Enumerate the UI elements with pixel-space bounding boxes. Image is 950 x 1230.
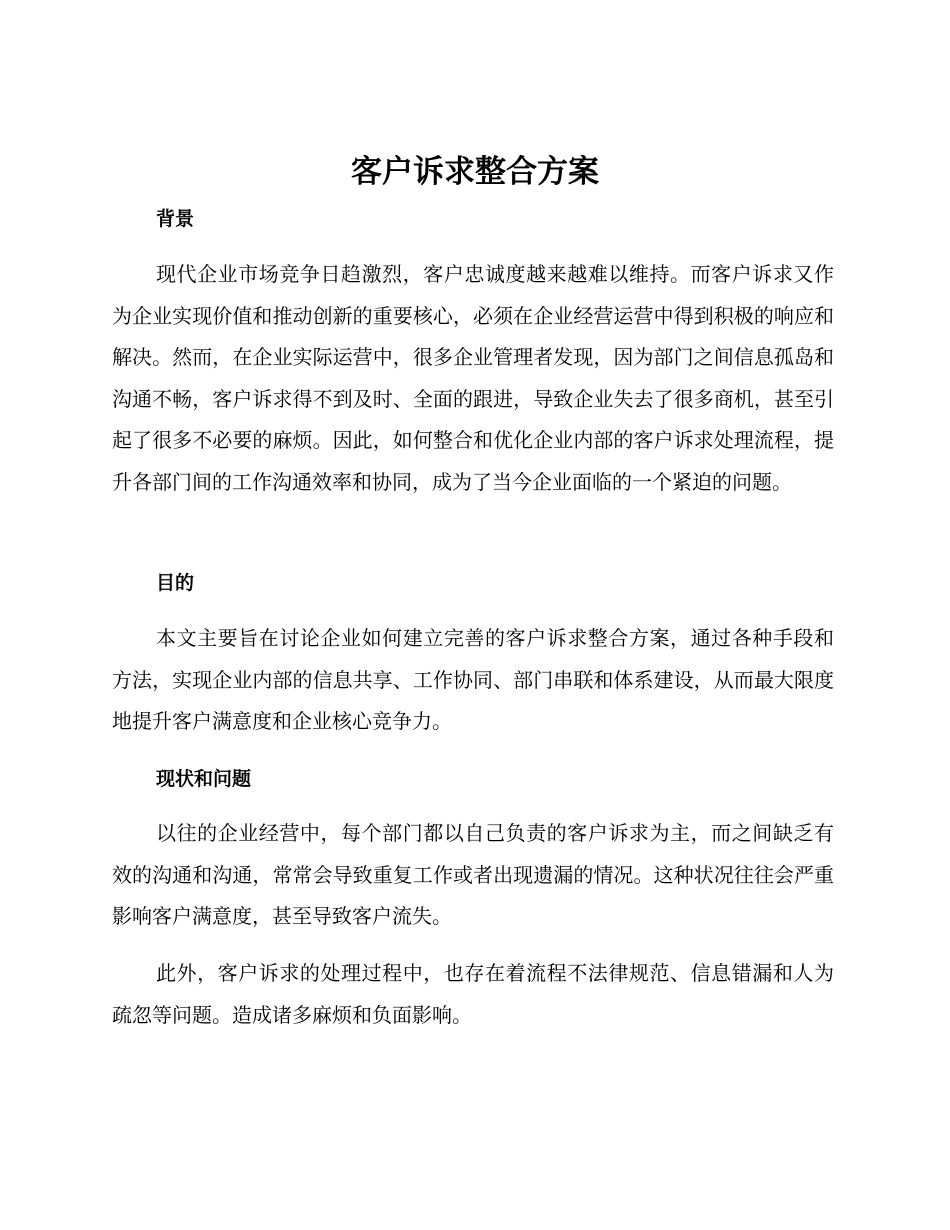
section-heading-purpose: 目的 <box>156 572 195 594</box>
paragraph-status-issues-2: 此外，客户诉求的处理过程中，也存在着流程不法律规范、信息错漏和人为疏忽等问题。造成诸多麻烦和负面影响。 <box>112 961 834 1027</box>
paragraph-status-issues-1: 以往的企业经营中，每个部门都以自己负责的客户诉求为主，而之间缺乏有效的沟通和沟通，常常会导致重复工作或者出现遗漏的情况。这种状况往往会严重影响客户满意度，甚至导致客户流失。 <box>112 821 834 929</box>
paragraph-purpose: 本文主要旨在讨论企业如何建立完善的客户诉求整合方案，通过各种手段和方法，实现企业内部的信息共享、工作协同、部门串联和体系建设，从而最大限度地提升客户满意度和企业核心竞争力。 <box>112 626 834 734</box>
section-heading-status-issues: 现状和问题 <box>156 768 252 790</box>
paragraph-background: 现代企业市场竞争日趋激烈，客户忠诚度越来越难以维持。而客户诉求又作为企业实现价值和推动创新的重要核心，必须在企业经营运营中得到积极的响应和解决。然而，在企业实际运营中，很多企业管理者发现，因为部门之间信息孤岛和沟通不畅，客户诉求得不到及时、全面的跟进，导致企业失去了很多商机，甚至引起了很多不必要的麻烦。因此，如何整合和优化企业内部的客户诉求处理流程，提升各部门间的工作沟通效率和协同，成为了当今企业面临的一个紧迫的问题。 <box>112 262 834 494</box>
document-title: 客户诉求整合方案 <box>351 154 599 190</box>
section-heading-background: 背景 <box>156 208 195 230</box>
